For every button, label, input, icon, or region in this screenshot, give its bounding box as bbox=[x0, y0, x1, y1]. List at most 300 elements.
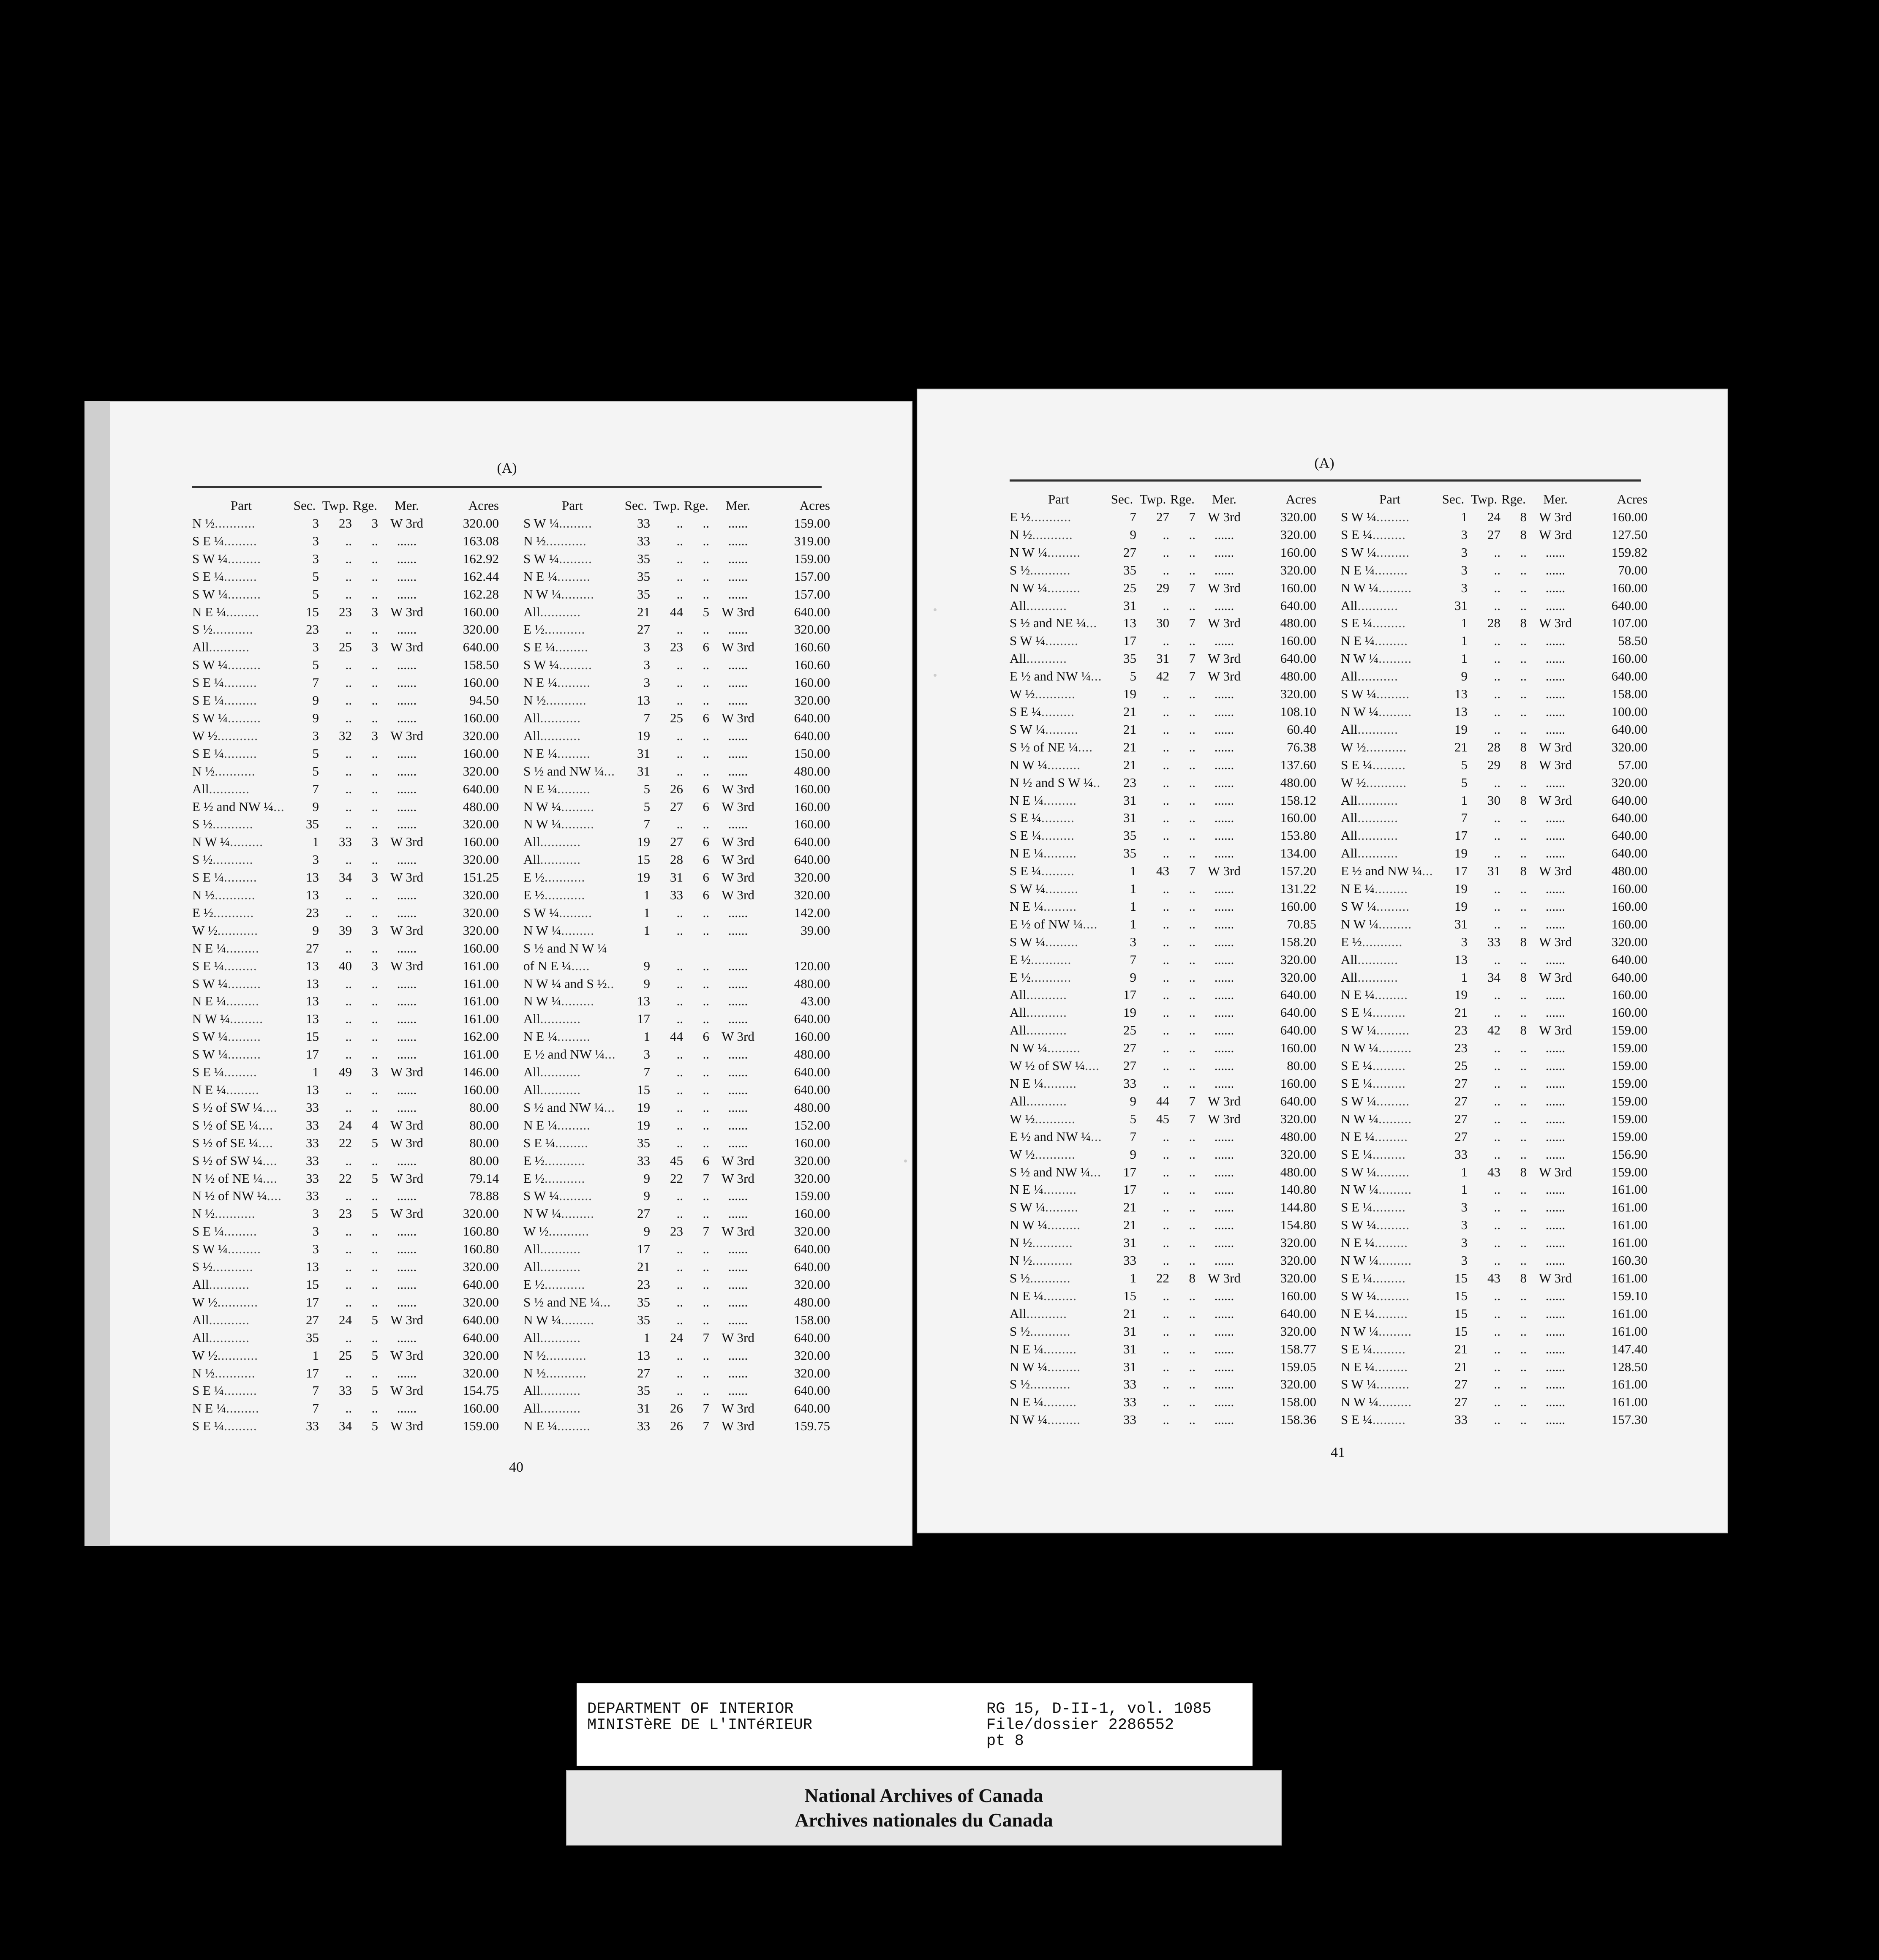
leader-dots: ........... bbox=[212, 1259, 253, 1274]
leader-dots: ........... bbox=[1035, 1111, 1076, 1126]
mer-cell: ...... bbox=[1545, 1076, 1566, 1091]
twp-cell: .. bbox=[345, 940, 352, 956]
sec-cell: 17 bbox=[1454, 828, 1468, 843]
leader-dots: ........... bbox=[546, 1348, 587, 1363]
twp-cell: 30 bbox=[1156, 615, 1169, 631]
rge-cell: .. bbox=[1189, 987, 1195, 1002]
mer-cell: ...... bbox=[397, 622, 417, 637]
twp-cell: .. bbox=[345, 675, 352, 690]
mer-cell: W 3rd bbox=[390, 1418, 423, 1434]
table-row bbox=[192, 514, 499, 532]
acres-cell: 120.00 bbox=[794, 958, 830, 973]
acres-cell: 320.00 bbox=[794, 887, 830, 903]
part-cell: N E ¼......... bbox=[1010, 1341, 1077, 1356]
acres-cell: 640.00 bbox=[794, 1082, 830, 1097]
rge-cell: 7 bbox=[1189, 651, 1195, 666]
sec-cell: 17 bbox=[637, 1241, 650, 1257]
mer-cell: ...... bbox=[1214, 1253, 1234, 1268]
leader-dots: ... bbox=[604, 763, 615, 779]
rge-cell: 6 bbox=[703, 834, 709, 849]
rge-cell: 8 bbox=[1520, 934, 1527, 949]
rge-cell: .. bbox=[1189, 757, 1195, 772]
mer-cell: ...... bbox=[1545, 1323, 1566, 1339]
part-cell: W ½........... bbox=[192, 1294, 258, 1309]
sec-cell: 25 bbox=[1123, 580, 1136, 595]
column-header-row bbox=[1010, 488, 1316, 508]
acres-cell: 157.00 bbox=[794, 586, 830, 602]
part-cell: All........... bbox=[523, 728, 581, 743]
sec-cell: 9 bbox=[1130, 527, 1136, 542]
sec-cell: 19 bbox=[637, 728, 650, 743]
mer-cell: ...... bbox=[397, 781, 417, 796]
twp-cell: 25 bbox=[339, 640, 352, 655]
rge-cell: .. bbox=[1189, 934, 1195, 949]
acres-cell: 320.00 bbox=[1611, 739, 1648, 754]
sec-cell: 27 bbox=[1454, 1129, 1468, 1144]
part-cell: All........... bbox=[523, 834, 581, 849]
mer-cell: W 3rd bbox=[390, 870, 423, 885]
rge-cell: .. bbox=[703, 1365, 709, 1380]
leader-dots: ... bbox=[273, 799, 285, 814]
sec-cell: 5 bbox=[312, 763, 319, 779]
rge-cell: 3 bbox=[371, 923, 378, 938]
table-row bbox=[1010, 774, 1316, 792]
sec-cell: 7 bbox=[1461, 810, 1468, 825]
twp-cell: 29 bbox=[1487, 757, 1500, 772]
acres-cell: 80.00 bbox=[469, 1117, 499, 1132]
table-row bbox=[192, 1010, 499, 1028]
part-cell: S ½ and NW ¼... bbox=[1010, 1164, 1101, 1179]
leader-dots: ........... bbox=[1030, 952, 1072, 967]
twp-cell: .. bbox=[676, 1365, 683, 1380]
sec-cell: 1 bbox=[1130, 898, 1136, 914]
mer-cell: ...... bbox=[728, 657, 748, 672]
mer-cell: ...... bbox=[728, 763, 748, 779]
acres-cell: 160.00 bbox=[794, 1029, 830, 1044]
leader-dots: ......... bbox=[1378, 916, 1412, 931]
table-row bbox=[1010, 1057, 1316, 1075]
table-row bbox=[1010, 792, 1316, 809]
table-row bbox=[523, 1081, 830, 1099]
part-cell: All........... bbox=[523, 1082, 581, 1097]
acres-cell: 320.00 bbox=[794, 1171, 830, 1186]
leader-dots: ......... bbox=[1043, 1394, 1077, 1410]
twp-cell: .. bbox=[676, 1082, 683, 1097]
acres-cell: 160.00 bbox=[794, 1206, 830, 1221]
mer-cell: ...... bbox=[728, 728, 748, 743]
mer-cell: W 3rd bbox=[1208, 863, 1241, 879]
sec-cell: 1 bbox=[1461, 1164, 1468, 1179]
sec-cell: 17 bbox=[306, 1365, 319, 1380]
acres-cell: 640.00 bbox=[1611, 721, 1648, 737]
leader-dots: .... bbox=[1083, 916, 1098, 931]
leader-dots: ......... bbox=[1376, 1377, 1410, 1392]
sec-cell: 9 bbox=[1461, 669, 1468, 684]
twp-cell: .. bbox=[1163, 1235, 1169, 1250]
archive-reference-card bbox=[577, 1683, 1253, 1766]
acres-cell: 160.00 bbox=[1611, 881, 1648, 896]
twp-cell: .. bbox=[1163, 881, 1169, 896]
table-row bbox=[1341, 1181, 1648, 1198]
table-row bbox=[1010, 597, 1316, 615]
part-cell: All........... bbox=[192, 1330, 250, 1345]
sec-cell: 27 bbox=[1454, 1093, 1468, 1108]
sec-cell: 35 bbox=[637, 551, 650, 566]
acres-cell: 108.10 bbox=[1280, 704, 1316, 719]
part-cell: W ½........... bbox=[192, 923, 258, 938]
sec-cell: 9 bbox=[643, 958, 650, 973]
acres-cell: 161.00 bbox=[1611, 1323, 1648, 1339]
acres-cell: 60.40 bbox=[1287, 721, 1316, 737]
sec-cell: 13 bbox=[1123, 615, 1136, 631]
rge-cell: .. bbox=[1189, 1200, 1195, 1215]
rge-cell: .. bbox=[1520, 1129, 1527, 1144]
sec-cell: 31 bbox=[1454, 598, 1468, 613]
acres-cell: 159.00 bbox=[794, 1188, 830, 1203]
acres-cell: 320.00 bbox=[794, 1365, 830, 1380]
mer-cell: W 3rd bbox=[1539, 863, 1572, 879]
leader-dots: .... bbox=[1078, 739, 1093, 754]
rge-cell: .. bbox=[703, 746, 709, 761]
twp-cell: .. bbox=[676, 1135, 683, 1150]
part-cell: S E ¼......... bbox=[523, 1135, 588, 1150]
mer-cell: W 3rd bbox=[390, 1135, 423, 1150]
mer-cell: ...... bbox=[397, 1365, 417, 1380]
part-cell: N E ¼......... bbox=[192, 604, 259, 619]
table-row bbox=[1010, 1287, 1316, 1305]
acres-cell: 158.00 bbox=[1280, 1394, 1316, 1410]
mer-cell: ...... bbox=[728, 516, 748, 531]
sec-cell: 5 bbox=[1130, 1111, 1136, 1126]
twp-cell: .. bbox=[676, 622, 683, 637]
acres-cell: 640.00 bbox=[794, 604, 830, 619]
leader-dots: ......... bbox=[1043, 846, 1077, 861]
sec-cell: 1 bbox=[1461, 633, 1468, 648]
sec-cell: 9 bbox=[643, 976, 650, 991]
mer-cell: ...... bbox=[1214, 1023, 1234, 1038]
mer-cell: ...... bbox=[397, 586, 417, 602]
leader-dots: ........... bbox=[215, 1365, 256, 1380]
rge-cell: 7 bbox=[703, 1224, 709, 1239]
part-cell: N E ¼......... bbox=[1341, 1235, 1408, 1250]
part-cell: E ½........... bbox=[1010, 952, 1072, 967]
mer-cell: ...... bbox=[1214, 987, 1234, 1002]
acres-cell: 640.00 bbox=[794, 834, 830, 849]
table-row bbox=[1010, 721, 1316, 738]
mer-cell: ...... bbox=[1214, 1323, 1234, 1339]
mer-cell: ...... bbox=[728, 958, 748, 973]
mer-cell: W 3rd bbox=[1539, 527, 1572, 542]
twp-cell: 23 bbox=[339, 1206, 352, 1221]
twp-cell: 25 bbox=[339, 1348, 352, 1363]
part-cell: S ½........... bbox=[1010, 1377, 1071, 1392]
acres-cell: 160.00 bbox=[794, 675, 830, 690]
acres-cell: 58.50 bbox=[1618, 633, 1648, 648]
acres-cell: 320.00 bbox=[794, 1224, 830, 1239]
mer-cell: ...... bbox=[1545, 1129, 1566, 1144]
twp-cell: .. bbox=[1494, 686, 1500, 702]
table-row bbox=[1010, 1092, 1316, 1110]
part-cell: N E ¼......... bbox=[523, 1418, 591, 1434]
part-cell: N W ¼......... bbox=[523, 817, 595, 832]
rge-cell: 8 bbox=[1189, 1270, 1195, 1285]
rge-cell: .. bbox=[703, 905, 709, 920]
table-row bbox=[523, 1134, 830, 1152]
part-cell: N W ¼......... bbox=[523, 586, 595, 602]
part-cell: S E ¼......... bbox=[1341, 527, 1406, 542]
mer-cell: ...... bbox=[728, 976, 748, 991]
rge-cell: .. bbox=[1520, 704, 1527, 719]
leader-dots: .... bbox=[1084, 1058, 1100, 1073]
mer-cell: ...... bbox=[1214, 1394, 1234, 1410]
part-cell: S E ¼......... bbox=[192, 675, 257, 690]
part-cell: All........... bbox=[1010, 1023, 1067, 1038]
acres-cell: 160.00 bbox=[1280, 898, 1316, 914]
rge-cell: .. bbox=[1520, 651, 1527, 666]
mer-cell: ...... bbox=[728, 1047, 748, 1062]
sec-cell: 23 bbox=[1454, 1023, 1468, 1038]
part-cell: N W ¼......... bbox=[523, 923, 595, 938]
acres-cell: 159.05 bbox=[1280, 1359, 1316, 1374]
acres-cell: 160.00 bbox=[794, 799, 830, 814]
acres-cell: 159.00 bbox=[794, 551, 830, 566]
rge-cell: .. bbox=[1520, 775, 1527, 790]
part-cell: S ½ of SE ¼.... bbox=[192, 1135, 273, 1150]
leader-dots: ........... bbox=[1026, 1023, 1067, 1038]
sec-cell: 1 bbox=[1461, 509, 1468, 524]
rge-cell: 3 bbox=[371, 604, 378, 619]
sec-cell: 35 bbox=[637, 1312, 650, 1327]
right-page-rule bbox=[1010, 479, 1641, 482]
acres-cell: 320.00 bbox=[1280, 562, 1316, 577]
twp-cell: .. bbox=[1163, 934, 1169, 949]
part-cell: All........... bbox=[1341, 828, 1398, 843]
part-cell: N ½........... bbox=[192, 1365, 256, 1380]
leader-dots: ........... bbox=[212, 852, 253, 867]
leader-dots: ......... bbox=[1372, 527, 1406, 542]
rge-cell: 6 bbox=[703, 710, 709, 725]
right-page-header: (A) bbox=[1314, 455, 1334, 471]
rge-cell: .. bbox=[371, 586, 378, 602]
mer-cell: W 3rd bbox=[722, 852, 754, 867]
leader-dots: .... bbox=[262, 1153, 278, 1168]
column-header: Sec. bbox=[293, 498, 316, 513]
sec-cell: 7 bbox=[643, 1064, 650, 1080]
mer-cell: ...... bbox=[397, 693, 417, 708]
rge-cell: .. bbox=[1189, 1040, 1195, 1056]
rge-cell: .. bbox=[371, 710, 378, 725]
sec-cell: 13 bbox=[1454, 704, 1468, 719]
part-cell: S E ¼......... bbox=[1341, 1200, 1406, 1215]
rge-cell: .. bbox=[1189, 704, 1195, 719]
mer-cell: ...... bbox=[1545, 810, 1566, 825]
part-cell: S W ¼......... bbox=[1341, 509, 1410, 524]
part-cell: N ½........... bbox=[1010, 1253, 1073, 1268]
acres-cell: 320.00 bbox=[463, 817, 499, 832]
acres-cell: 162.92 bbox=[463, 551, 499, 566]
mer-cell: ...... bbox=[397, 1259, 417, 1274]
leader-dots: ......... bbox=[1043, 898, 1077, 914]
rge-cell: .. bbox=[1520, 1359, 1527, 1374]
leader-dots: ......... bbox=[223, 1064, 257, 1080]
leader-dots: ......... bbox=[223, 533, 257, 548]
part-cell: All........... bbox=[1010, 1093, 1067, 1108]
mer-cell: ...... bbox=[1214, 1217, 1234, 1233]
acres-cell: 160.00 bbox=[463, 834, 499, 849]
twp-cell: .. bbox=[1163, 1359, 1169, 1374]
twp-cell: .. bbox=[345, 693, 352, 708]
sec-cell: 17 bbox=[1123, 987, 1136, 1002]
twp-cell: 26 bbox=[670, 781, 683, 796]
leader-dots: ......... bbox=[1372, 1058, 1406, 1073]
mer-cell: ...... bbox=[397, 710, 417, 725]
twp-cell: 31 bbox=[1156, 651, 1169, 666]
rge-cell: .. bbox=[1520, 916, 1527, 931]
table-row bbox=[192, 833, 499, 851]
rge-cell: .. bbox=[1189, 1182, 1195, 1197]
table-row bbox=[192, 1364, 499, 1382]
acres-cell: 79.14 bbox=[469, 1171, 499, 1186]
part-cell: N W ¼......... bbox=[1010, 1217, 1081, 1233]
mer-cell: ...... bbox=[397, 1011, 417, 1026]
mer-cell: ...... bbox=[728, 1206, 748, 1221]
acres-cell: 160.80 bbox=[463, 1241, 499, 1257]
part-cell: All........... bbox=[1341, 598, 1398, 613]
twp-cell: .. bbox=[1163, 544, 1169, 560]
part-cell: E ½........... bbox=[523, 1153, 585, 1168]
table-row bbox=[1341, 685, 1648, 703]
twp-cell: .. bbox=[676, 586, 683, 602]
twp-cell: 27 bbox=[1487, 527, 1500, 542]
acres-cell: 640.00 bbox=[1280, 1023, 1316, 1038]
twp-cell: 43 bbox=[1487, 1164, 1500, 1179]
part-cell: N W ¼......... bbox=[1341, 1394, 1412, 1410]
table-row bbox=[192, 780, 499, 798]
leader-dots: ........... bbox=[215, 516, 256, 531]
sec-cell: 27 bbox=[1454, 1111, 1468, 1126]
part-cell: N W ¼......... bbox=[1010, 757, 1081, 772]
twp-cell: 44 bbox=[670, 1029, 683, 1044]
mer-cell: ...... bbox=[397, 1241, 417, 1257]
sec-cell: 27 bbox=[1454, 1394, 1468, 1410]
rge-cell: 6 bbox=[703, 799, 709, 814]
leader-dots: ......... bbox=[1378, 1323, 1412, 1339]
part-cell: E ½ of NW ¼.... bbox=[1010, 916, 1098, 931]
sec-cell: 5 bbox=[312, 569, 319, 584]
rge-cell: 3 bbox=[371, 870, 378, 885]
part-cell: S ½ of SW ¼.... bbox=[192, 1153, 278, 1168]
acres-cell: 162.28 bbox=[463, 586, 499, 602]
part-cell: N E ¼......... bbox=[1341, 1306, 1408, 1321]
rge-cell: 3 bbox=[371, 728, 378, 743]
leader-dots: ... bbox=[1086, 615, 1097, 631]
rge-cell: .. bbox=[703, 622, 709, 637]
table-row bbox=[1341, 969, 1648, 986]
rge-cell: 5 bbox=[371, 1383, 378, 1398]
table-row bbox=[1341, 1323, 1648, 1340]
table-row bbox=[1341, 1393, 1648, 1411]
mer-cell: ...... bbox=[728, 551, 748, 566]
leader-dots: ......... bbox=[1376, 1164, 1410, 1179]
leader-dots: ......... bbox=[1045, 721, 1078, 737]
table-row bbox=[523, 1028, 830, 1045]
mer-cell: ...... bbox=[1545, 1111, 1566, 1126]
part-cell: All........... bbox=[523, 604, 581, 619]
leader-dots: ......... bbox=[1375, 633, 1408, 648]
table-row bbox=[1341, 561, 1648, 579]
acres-cell: 640.00 bbox=[1280, 1005, 1316, 1020]
rge-cell: .. bbox=[1520, 846, 1527, 861]
acres-cell: 161.00 bbox=[463, 994, 499, 1009]
twp-cell: .. bbox=[345, 586, 352, 602]
leader-dots: ........... bbox=[213, 905, 254, 920]
table-row bbox=[1341, 1305, 1648, 1323]
mer-cell: W 3rd bbox=[1539, 615, 1572, 631]
part-cell: W ½........... bbox=[192, 728, 258, 743]
mer-cell: ...... bbox=[1214, 527, 1234, 542]
acres-cell: 320.00 bbox=[794, 1348, 830, 1363]
sec-cell: 13 bbox=[306, 1082, 319, 1097]
twp-cell: .. bbox=[1163, 1164, 1169, 1179]
leader-dots: ......... bbox=[1376, 1217, 1410, 1233]
leader-dots: ........... bbox=[1030, 509, 1072, 524]
rge-cell: .. bbox=[1189, 810, 1195, 825]
part-cell: S E ¼......... bbox=[1010, 810, 1075, 825]
mer-cell: ...... bbox=[1214, 810, 1234, 825]
twp-cell: .. bbox=[676, 693, 683, 708]
part-cell: W ½........... bbox=[1341, 775, 1407, 790]
sec-cell: 33 bbox=[306, 1171, 319, 1186]
mer-cell: W 3rd bbox=[390, 958, 423, 973]
sec-cell: 17 bbox=[306, 1294, 319, 1309]
sec-cell: 9 bbox=[643, 1224, 650, 1239]
part-cell: All........... bbox=[1010, 987, 1067, 1002]
leader-dots: ........... bbox=[1026, 1093, 1067, 1108]
sec-cell: 15 bbox=[1454, 1288, 1468, 1303]
part-cell: N E ¼......... bbox=[1341, 633, 1408, 648]
rge-cell: 8 bbox=[1520, 792, 1527, 808]
part-cell: S E ¼......... bbox=[523, 640, 588, 655]
part-cell: S E ¼......... bbox=[1341, 757, 1406, 772]
leader-dots: ......... bbox=[1047, 1359, 1081, 1374]
table-row bbox=[523, 656, 830, 674]
mer-cell: ...... bbox=[1545, 669, 1566, 684]
twp-cell: 22 bbox=[339, 1135, 352, 1150]
leader-dots: ......... bbox=[557, 746, 591, 761]
part-cell: N E ¼......... bbox=[1010, 1182, 1077, 1197]
acres-cell: 640.00 bbox=[1280, 1093, 1316, 1108]
mer-cell: ...... bbox=[1545, 1394, 1566, 1410]
part-cell: E ½........... bbox=[1010, 509, 1072, 524]
twp-cell: 42 bbox=[1156, 669, 1169, 684]
twp-cell: .. bbox=[345, 1330, 352, 1345]
rge-cell: .. bbox=[371, 1365, 378, 1380]
table-row bbox=[1010, 1163, 1316, 1181]
sec-cell: 31 bbox=[1123, 1341, 1136, 1356]
part-cell: N E ¼......... bbox=[1010, 792, 1077, 808]
rge-cell: .. bbox=[1189, 828, 1195, 843]
leader-dots: ........... bbox=[546, 693, 587, 708]
leader-dots: ......... bbox=[559, 1188, 592, 1203]
acres-cell: 160.00 bbox=[794, 781, 830, 796]
sec-cell: 27 bbox=[306, 1312, 319, 1327]
rge-cell: 3 bbox=[371, 640, 378, 655]
acres-cell: 159.00 bbox=[1611, 1076, 1648, 1091]
leader-dots: ........... bbox=[540, 1401, 581, 1416]
rge-cell: .. bbox=[1520, 1394, 1527, 1410]
sec-cell: 13 bbox=[306, 958, 319, 973]
sec-cell: 5 bbox=[643, 781, 650, 796]
